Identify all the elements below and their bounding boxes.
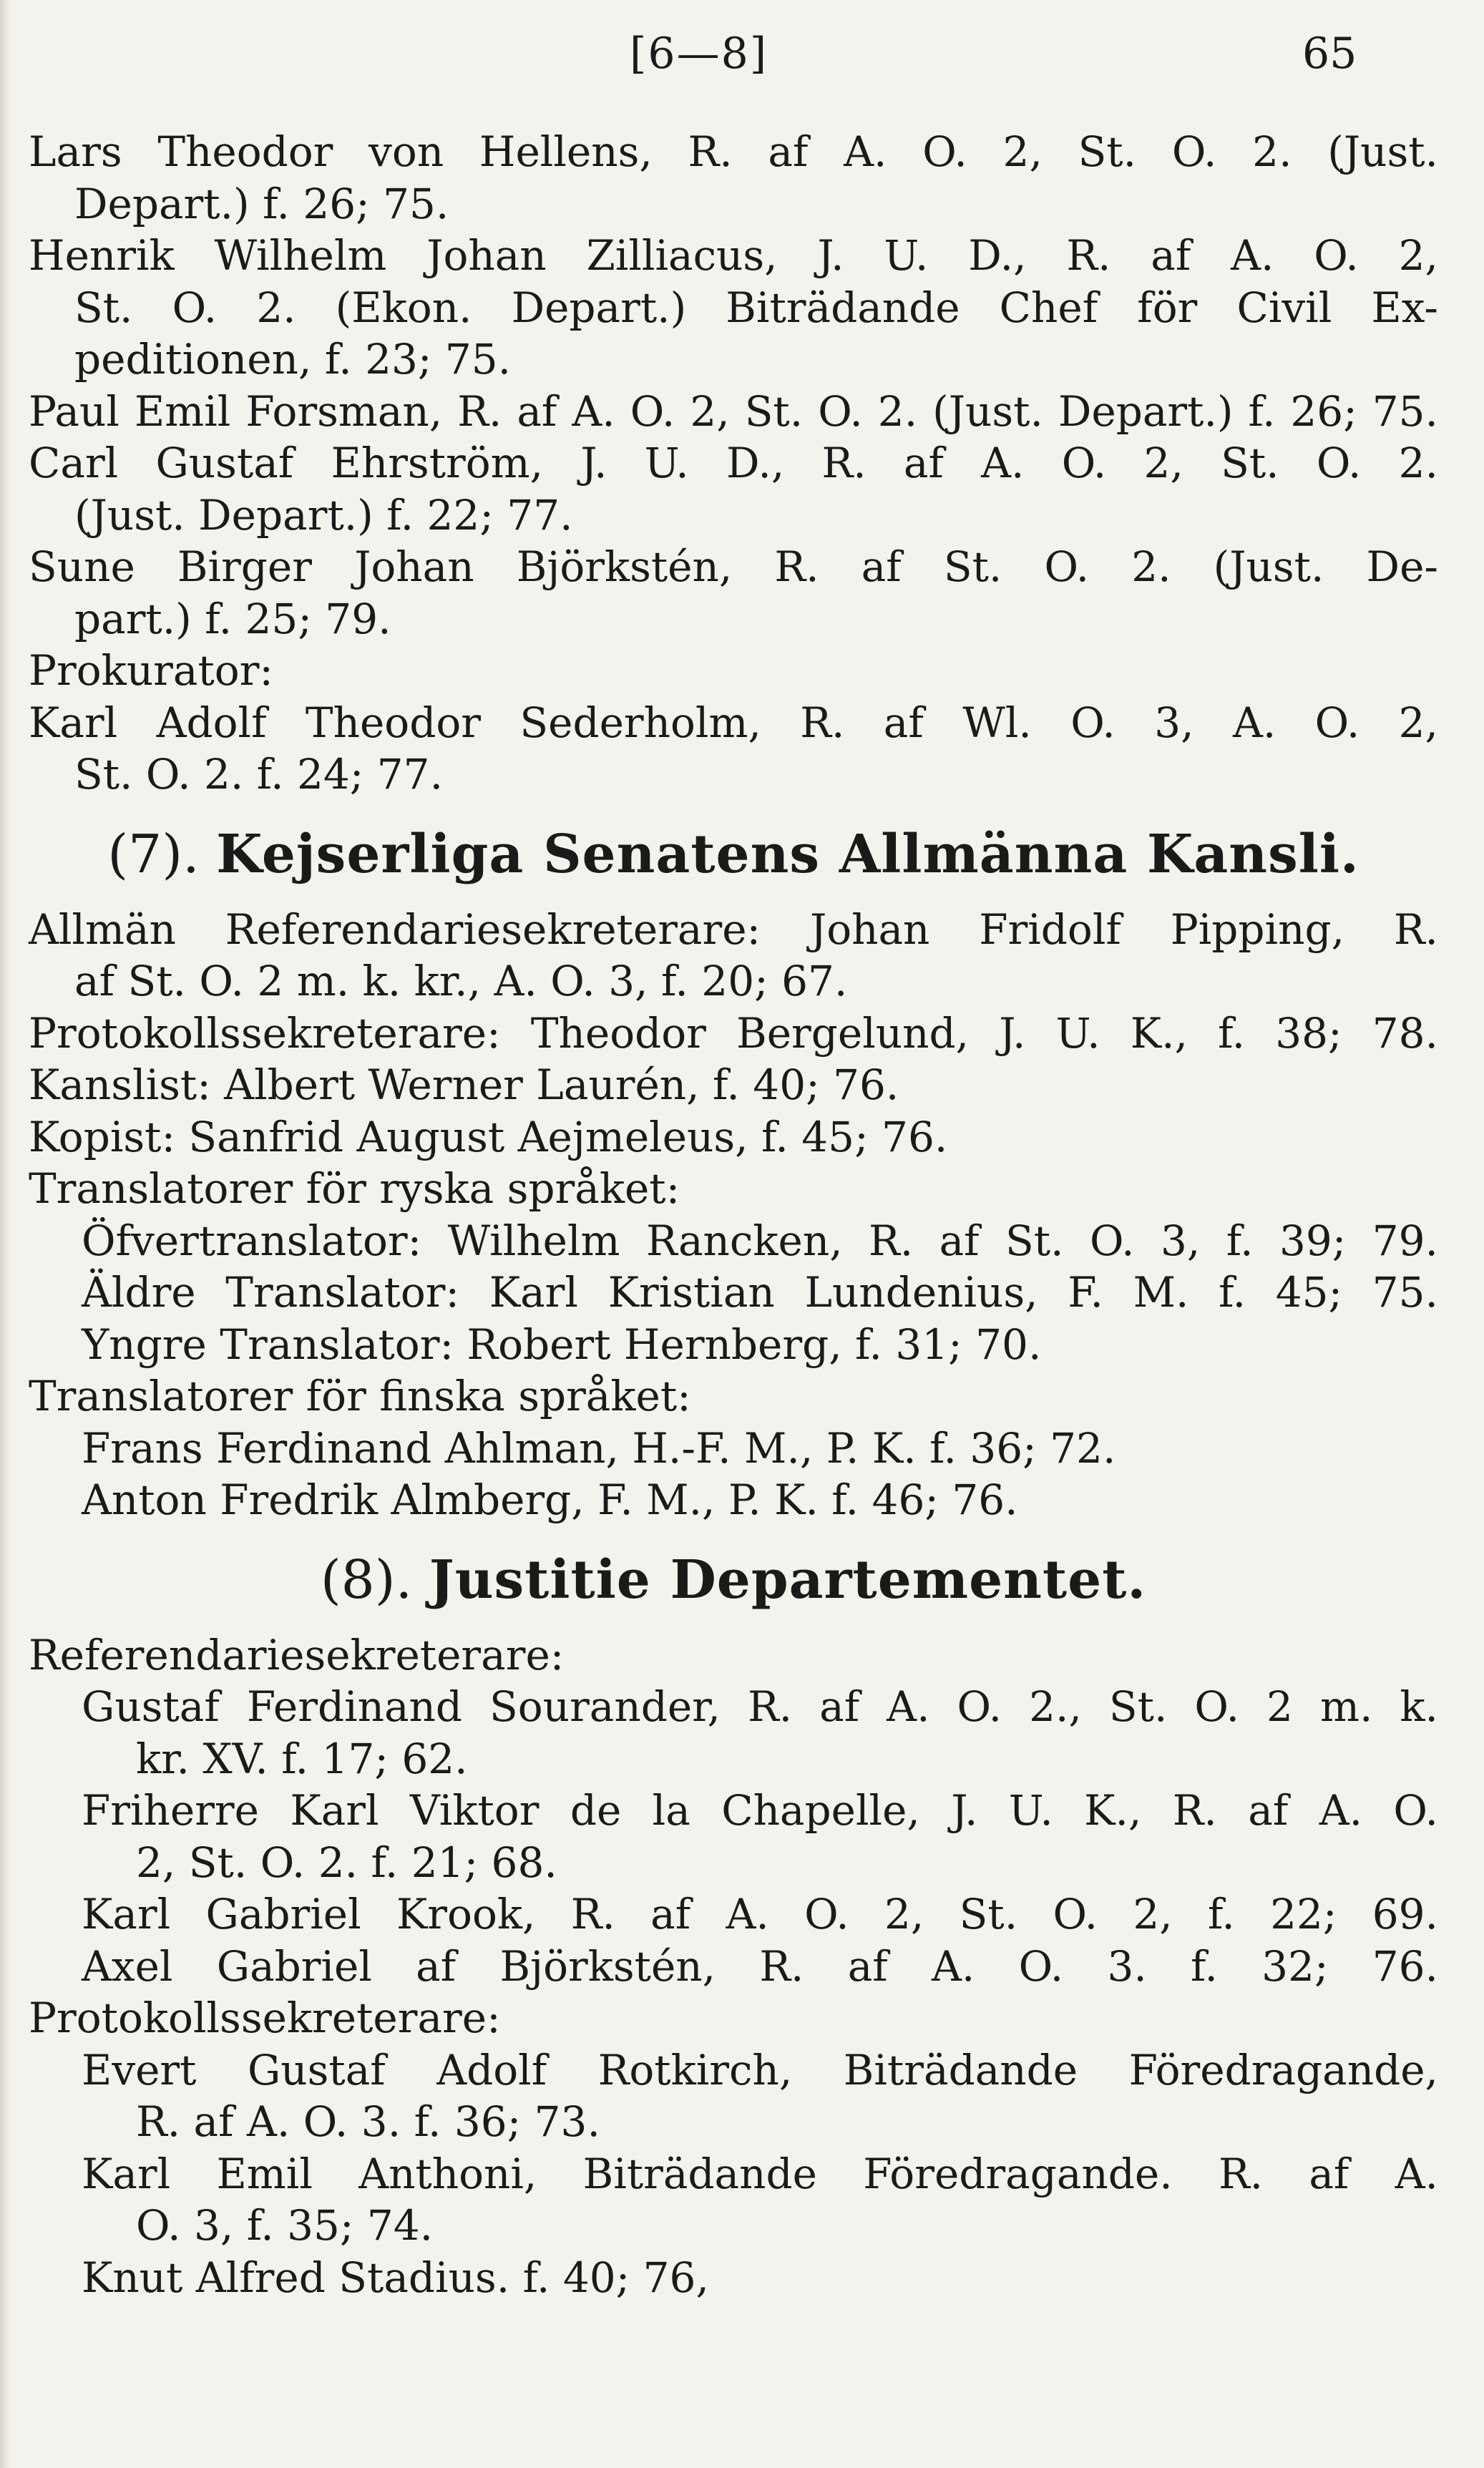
prokurator-list [29,697,1438,801]
text-line: Karl Gabriel Krook, R. af A. O. 2, St. O. 2, f. 22; 69. [82,1890,1438,1938]
justice-department-list [29,1629,1438,2304]
text-line: Translatorer för finska språket: [29,1372,691,1420]
page-header [0,29,1484,86]
text-line: Paul Emil Forsman, R. af A. O. 2, St. O. 2. (Just. Depart.) f. 26; 75. [29,386,1438,436]
prokurator-label: Prokurator: [29,646,273,695]
text-line: Kanslist: Albert Werner Laurén, f. 40; 76. [29,1060,899,1109]
text-line: peditionen, f. 23; 75. [74,335,512,384]
section-7-title: Kejserliga Senatens Allmänna Kansli. [216,823,1359,885]
text-line: St. O. 2. f. 24; 77. [74,750,444,799]
text-line: kr. XV. f. 17; 62. [136,1734,468,1783]
text-line: Protokollssekreterare: [29,1994,501,2042]
text-line: Yngre Translator: Robert Hernberg, f. 31; 70. [82,1320,1042,1369]
kansli-officials-list [29,904,1438,1526]
section-8-number: (8). [320,1548,413,1611]
section-range: [6—8] [630,29,768,79]
text-line: Frans Ferdinand Ahlman, H.-F. M., P. K. f. 36; 72. [82,1423,1116,1473]
text-line: Friherre Karl Viktor de la Chapelle, J. U. K., R. af A. O. [82,1786,1438,1835]
section-8-heading [29,1541,1438,1619]
section-7-heading [29,815,1438,894]
section-7-number: (7). [107,823,200,885]
text-line: part.) f. 25; 79. [74,594,391,643]
text-line: af St. O. 2 m. k. kr., A. O. 3, f. 20; 67. [74,957,848,1005]
text-line: Evert Gustaf Adolf Rotkirch, Biträdande Föredragande, [82,2045,1438,2094]
text-line: Karl Adolf Theodor Sederholm, R. af Wl. O. 3, A. O. 2, [29,698,1438,747]
text-line: Karl Emil Anthoni, Biträdande Föredragande. R. af A. [82,2149,1438,2198]
text-line: Gustaf Ferdinand Sourander, R. af A. O. 2., St. O. 2 m. k. [82,1682,1438,1731]
text-line: O. 3, f. 35; 74. [136,2201,434,2250]
text-line: Äldre Translator: Karl Kristian Lundenius, F. M. f. 45; 75. [82,1268,1438,1317]
page-binding-edge [0,0,10,2468]
page-body [29,126,1438,2303]
section-8-title: Justitie Departementet. [429,1548,1147,1611]
text-line: (Just. Depart.) f. 22; 77. [74,490,573,540]
text-line: Henrik Wilhelm Johan Zilliacus, J. U. D., R. af A. O. 2, [29,231,1438,280]
text-line: 2, St. O. 2. f. 21; 68. [136,1838,557,1887]
text-line: Sune Birger Johan Björkstén, R. af St. O. 2. (Just. De- [29,542,1438,591]
text-line: Translatorer för ryska språket: [29,1164,680,1213]
text-line: Kopist: Sanfrid August Aejmeleus, f. 45; 76. [29,1112,948,1161]
text-line: Protokollssekreterare: Theodor Bergelund, J. U. K., f. 38; 78. [29,1008,1438,1058]
text-line: Referendariesekreterare: [29,1630,565,1679]
text-line: Lars Theodor von Hellens, R. af A. O. 2, St. O. 2. (Just. [29,127,1438,176]
text-line: Axel Gabriel af Björkstén, R. af A. O. 3. f. 32; 76. [82,1941,1438,1991]
senate-officials-list [29,126,1438,645]
text-line: Depart.) f. 26; 75. [74,179,449,228]
text-line: Carl Gustaf Ehrström, J. U. D., R. af A. O. 2, St. O. 2. [29,439,1438,487]
text-line: Knut Alfred Stadius. f. 40; 76, [82,2253,709,2302]
text-line: St. O. 2. (Ekon. Depart.) Biträdande Chef för Civil Ex- [74,283,1438,332]
page-number: 65 [1302,29,1357,79]
text-line: Allmän Referendariesekreterare: Johan Fridolf Pipping, R. [29,904,1438,954]
text-line: R. af A. O. 3. f. 36; 73. [136,2097,600,2146]
text-line: Öfvertranslator: Wilhelm Rancken, R. af St. O. 3, f. 39; 79. [82,1216,1438,1265]
text-line: Anton Fredrik Almberg, F. M., P. K. f. 46; 76. [82,1476,1018,1524]
